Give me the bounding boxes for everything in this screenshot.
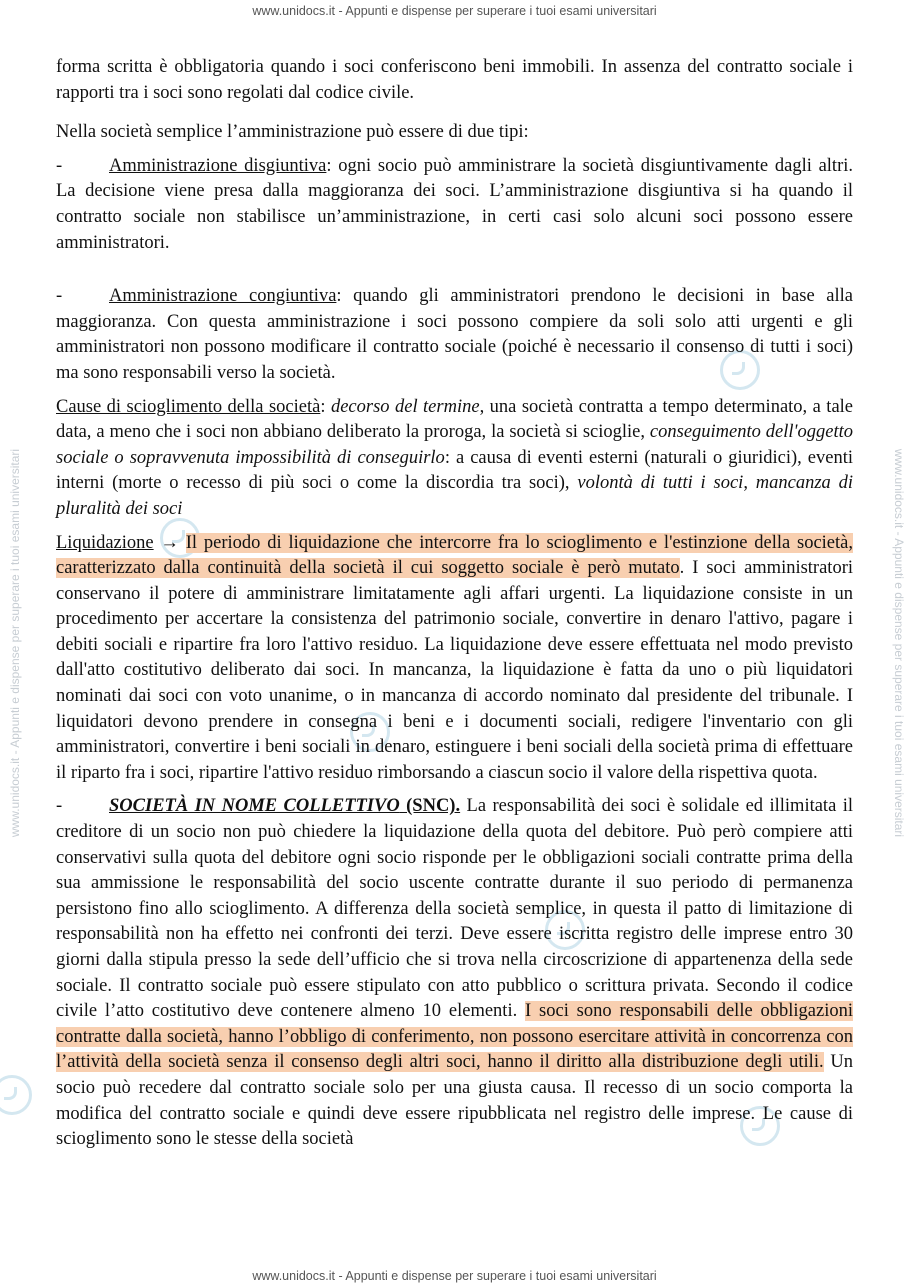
- paragraph-liquidazione: [56, 531, 853, 787]
- side-watermark-left: www.unidocs.it - Appunti e dispense per superare i tuoi esami universitari: [8, 448, 22, 838]
- list-dash: -: [56, 796, 63, 817]
- arrow-icon: →: [153, 532, 186, 553]
- term-amministrazione-congiuntiva: Amministrazione congiuntiva: [109, 286, 337, 307]
- item-text: : ogni socio può amministrare la società disgiuntivamente dagli altri. La decisione viene presa dalla maggioranza dei soci. L’amministrazione disgiuntiva si ha quando il contratto sociale non stabilisce un’amministrazione, in certi casi solo alcuni soci possono essere amministratori.: [56, 155, 853, 253]
- liquidazione-text: . I soci amministratori conservano il potere di amministrare limitatamente agli affari urgenti. La liquidazione consiste in un procedimento per accertare la consistenza del patrimonio sociale, convertire in denaro l'attivo, pagare i debiti sociali e ripartire fra loro l'attivo residuo. La liquidazione deve essere effettuata nel modo previsto dall'atto costitutivo deliberato dai soci. In mancanza, la liquidazione è fatta da uno o più liquidatori nominati dai soci con voto unanime, o in mancanza di accordo nominato dal presidente del tribunale. I liquidatori devono prendere in consegna i beni e i documenti sociali, redigere l'inventario con gli amministratori, convertire i beni sociali in denaro, estinguere i beni sociali della società prima di effettuare il riparto fra i soci, ripartire l'attivo residuo rimborsando a ciascun socio il valore della rispettiva quota.: [56, 558, 853, 783]
- paragraph-cause-scioglimento: [56, 395, 853, 523]
- term-cause-scioglimento: Cause di scioglimento della società: [56, 396, 321, 417]
- list-dash: -: [56, 155, 63, 176]
- snc-abbreviation: (SNC).: [399, 796, 461, 817]
- snc-text-1: La responsabilità dei soci è solidale ed illimitata il creditore di un socio non può chiedere la liquidazione della quota del debitore. Può però compiere atti conservativi sulla quota del debitore ogni socio risponde per le obbligazioni sociali contratte prima della sua ammissione le responsabilità del socio uscente contratte durante il suo periodo di permanenza persistono fino allo scioglimento. A differenza della società semplice, in questa il patto di limitazione di responsabilità non ha effetto nei confronti dei terzi. Deve essere iscritta registro delle imprese entro 30 giorni dalla stipula presso la sede dell’ufficio che si trova nella circoscrizione di appartenenza della sede sociale. Il contratto sociale può essere stipulato con atto pubblico o scrittura privata. Secondo il codice civile l’atto costitutivo deve contenere almeno 10 elementi.: [56, 796, 853, 1022]
- cause-text-3: ,: [743, 473, 756, 494]
- cause-2: conseguimento dell'oggetto sociale o sopravvenuta impossibilità di conseguirlo: [56, 422, 853, 468]
- page-header-banner: www.unidocs.it - Appunti e dispense per superare i tuoi esami universitari: [252, 4, 657, 18]
- paragraph-amministrazione-intro: Nella società semplice l’amministrazione può essere di due tipi:: [56, 122, 529, 143]
- cause-colon: :: [320, 396, 331, 417]
- list-item-snc: [56, 794, 853, 1152]
- cause-text-2: : a causa di eventi esterni (naturali o giuridici), eventi interni (morte o recesso di più soci o come la discordia tra soci),: [56, 447, 853, 494]
- cause-1: decorso del termine: [330, 396, 480, 417]
- list-item-amministrazione-congiuntiva: [56, 284, 853, 386]
- section-title-snc: SOCIETÀ IN NOME COLLETTIVO: [109, 796, 400, 817]
- list-dash: -: [56, 286, 63, 307]
- cause-3: volontà di tutti i soci: [577, 473, 744, 494]
- snc-text-2: Un socio può recedere dal contratto sociale solo per una giusta causa. Il recesso di un socio comporta la modifica del contratto sociale e quindi deve essere ripubblicata nel registro delle imprese. Le cause di scioglimento sono le stesse della società: [56, 1052, 853, 1150]
- unidocs-logo-watermark: [0, 1075, 32, 1115]
- cause-text-1: , una società contratta a tempo determinato, a tale data, a meno che i soci non abbiano deliberato la proroga, la società si scioglie,: [56, 396, 854, 443]
- term-liquidazione: Liquidazione: [56, 532, 154, 553]
- paragraph-forma-scritta: forma scritta è obbligatoria quando i soci conferiscono beni immobili. In assenza del contratto sociale i rapporti tra i soci sono regolati dal codice civile.: [56, 57, 853, 103]
- highlight-liquidazione: Il periodo di liquidazione che intercorre fra lo scioglimento e l'estinzione della società, caratterizzato dalla continuità della società il cui soggetto sociale è però mutato: [56, 532, 853, 579]
- term-amministrazione-disgiuntiva: Amministrazione disgiuntiva: [109, 155, 327, 176]
- side-watermark-right: www.unidocs.it - Appunti e dispense per superare i tuoi esami universitari: [892, 448, 906, 838]
- list-item-amministrazione-disgiuntiva: [56, 154, 853, 256]
- cause-4: mancanza di pluralità dei soci: [56, 473, 853, 519]
- highlight-snc: I soci sono responsabili delle obbligazioni contratte dalla società, hanno l’obbligo di conferimento, non possono esercitare attività in concorrenza con l’attività della società senza il consenso degli altri soci, hanno il diritto alla distribuzione degli utili.: [56, 1001, 853, 1073]
- document-body: [56, 55, 853, 1153]
- item-text: : quando gli amministratori prendono le decisioni in base alla maggioranza. Con questa amministrazione i soci possono compiere da soli solo atti urgenti e gli amministratori non possono modificare il contratto sociale (poiché è necessario il consenso di tutti i soci) ma sono responsabili verso la società.: [56, 286, 853, 383]
- page-footer-banner: www.unidocs.it - Appunti e dispense per superare i tuoi esami universitari: [252, 1269, 657, 1283]
